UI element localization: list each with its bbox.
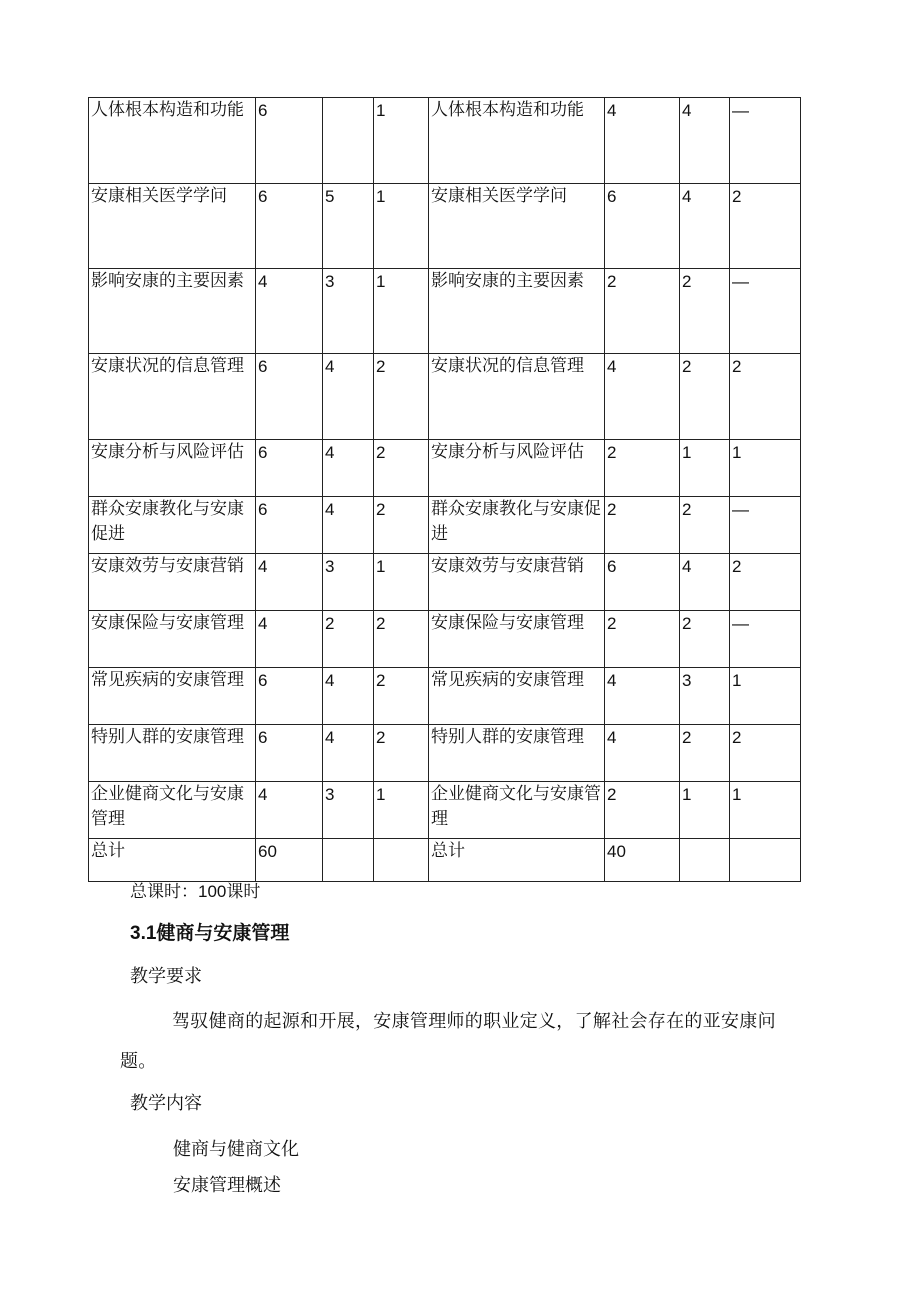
requirements-label: 教学要求 bbox=[130, 966, 202, 987]
left-course-name-cell: 安康相关医学学问 bbox=[89, 184, 256, 269]
table-row bbox=[89, 782, 801, 839]
right-hours-cell bbox=[730, 839, 801, 882]
left-course-name-cell: 影响安康的主要因素 bbox=[89, 269, 256, 354]
left-course-name-cell: 常见疾病的安康管理 bbox=[89, 668, 256, 725]
left-course-name-cell: 人体根本构造和功能 bbox=[89, 98, 256, 184]
right-hours-cell: 4 bbox=[605, 725, 680, 782]
left-hours-cell: 1 bbox=[374, 98, 429, 184]
right-course-name-cell: 安康保险与安康管理 bbox=[429, 611, 605, 668]
curriculum-table bbox=[88, 97, 801, 882]
left-hours-cell: 1 bbox=[374, 269, 429, 354]
right-hours-cell: 4 bbox=[605, 98, 680, 184]
total-hours-label: 总课时： bbox=[130, 882, 198, 902]
left-hours-cell: 4 bbox=[323, 725, 374, 782]
left-hours-cell: 2 bbox=[323, 611, 374, 668]
left-hours-cell: 2 bbox=[374, 497, 429, 554]
right-course-name-cell: 安康效劳与安康营销 bbox=[429, 554, 605, 611]
right-hours-cell: 4 bbox=[605, 668, 680, 725]
table-row bbox=[89, 839, 801, 882]
right-hours-cell: 6 bbox=[605, 184, 680, 269]
right-hours-cell: 2 bbox=[605, 611, 680, 668]
right-hours-cell: 2 bbox=[680, 611, 730, 668]
left-hours-cell: 4 bbox=[323, 668, 374, 725]
table-row bbox=[89, 611, 801, 668]
right-hours-cell: 2 bbox=[605, 269, 680, 354]
total-hours-unit: 课时 bbox=[226, 882, 261, 902]
right-course-name-cell: 特别人群的安康管理 bbox=[429, 725, 605, 782]
left-course-name-cell: 特别人群的安康管理 bbox=[89, 725, 256, 782]
left-hours-cell: 2 bbox=[374, 725, 429, 782]
left-hours-cell: 2 bbox=[374, 668, 429, 725]
left-hours-cell: 4 bbox=[256, 269, 323, 354]
table-row bbox=[89, 725, 801, 782]
right-hours-cell: 1 bbox=[730, 440, 801, 497]
right-course-name-cell: 企业健商文化与安康管理 bbox=[429, 782, 605, 839]
left-hours-cell: 4 bbox=[323, 497, 374, 554]
right-course-name-cell: 安康相关医学学问 bbox=[429, 184, 605, 269]
left-hours-cell: 6 bbox=[256, 725, 323, 782]
right-hours-cell: — bbox=[730, 98, 801, 184]
right-hours-cell: — bbox=[730, 611, 801, 668]
right-hours-cell: 2 bbox=[680, 354, 730, 440]
right-hours-cell: 2 bbox=[680, 269, 730, 354]
table-row bbox=[89, 269, 801, 354]
left-hours-cell bbox=[323, 98, 374, 184]
right-hours-cell: 4 bbox=[680, 554, 730, 611]
left-hours-cell: 6 bbox=[256, 497, 323, 554]
right-hours-cell: 6 bbox=[605, 554, 680, 611]
left-course-name-cell: 安康保险与安康管理 bbox=[89, 611, 256, 668]
left-hours-cell: 6 bbox=[256, 98, 323, 184]
right-hours-cell: 2 bbox=[730, 554, 801, 611]
left-hours-cell: 60 bbox=[256, 839, 323, 882]
right-hours-cell: 1 bbox=[680, 782, 730, 839]
right-hours-cell: 2 bbox=[605, 782, 680, 839]
left-hours-cell: 6 bbox=[256, 668, 323, 725]
left-hours-cell: 4 bbox=[323, 440, 374, 497]
left-hours-cell: 3 bbox=[323, 269, 374, 354]
right-hours-cell: 2 bbox=[680, 497, 730, 554]
right-hours-cell: 2 bbox=[605, 497, 680, 554]
left-hours-cell bbox=[323, 839, 374, 882]
right-course-name-cell: 总计 bbox=[429, 839, 605, 882]
right-hours-cell: 2 bbox=[605, 440, 680, 497]
left-course-name-cell: 安康效劳与安康营销 bbox=[89, 554, 256, 611]
right-course-name-cell: 安康状况的信息管理 bbox=[429, 354, 605, 440]
total-hours-summary bbox=[130, 878, 260, 906]
right-hours-cell: 4 bbox=[680, 184, 730, 269]
left-course-name-cell: 群众安康教化与安康促进 bbox=[89, 497, 256, 554]
left-hours-cell: 3 bbox=[323, 782, 374, 839]
left-course-name-cell: 总计 bbox=[89, 839, 256, 882]
content-item: 安康管理概述 bbox=[173, 1175, 281, 1196]
right-course-name-cell: 影响安康的主要因素 bbox=[429, 269, 605, 354]
right-hours-cell: 1 bbox=[680, 440, 730, 497]
total-hours-value: 100 bbox=[198, 882, 227, 901]
content-label: 教学内容 bbox=[130, 1093, 202, 1114]
table-row bbox=[89, 554, 801, 611]
left-hours-cell: 6 bbox=[256, 354, 323, 440]
table-row bbox=[89, 440, 801, 497]
left-hours-cell: 6 bbox=[256, 440, 323, 497]
left-hours-cell: 4 bbox=[323, 354, 374, 440]
right-hours-cell: — bbox=[730, 497, 801, 554]
left-course-name-cell: 安康状况的信息管理 bbox=[89, 354, 256, 440]
right-hours-cell: 2 bbox=[680, 725, 730, 782]
left-hours-cell: 2 bbox=[374, 354, 429, 440]
table-row bbox=[89, 98, 801, 184]
right-hours-cell: 4 bbox=[605, 354, 680, 440]
table-row bbox=[89, 354, 801, 440]
right-hours-cell: 40 bbox=[605, 839, 680, 882]
section-heading: 3.1健商与安康管理 bbox=[130, 923, 290, 944]
left-hours-cell: 2 bbox=[374, 440, 429, 497]
table-row bbox=[89, 184, 801, 269]
left-course-name-cell: 企业健商文化与安康管理 bbox=[89, 782, 256, 839]
left-hours-cell: 6 bbox=[256, 184, 323, 269]
table-row bbox=[89, 497, 801, 554]
left-course-name-cell: 安康分析与风险评估 bbox=[89, 440, 256, 497]
right-course-name-cell: 人体根本构造和功能 bbox=[429, 98, 605, 184]
left-hours-cell: 4 bbox=[256, 782, 323, 839]
table-row bbox=[89, 668, 801, 725]
left-hours-cell: 2 bbox=[374, 611, 429, 668]
right-course-name-cell: 常见疾病的安康管理 bbox=[429, 668, 605, 725]
right-hours-cell: 1 bbox=[730, 668, 801, 725]
right-hours-cell: 1 bbox=[730, 782, 801, 839]
right-course-name-cell: 群众安康教化与安康促进 bbox=[429, 497, 605, 554]
left-hours-cell bbox=[374, 839, 429, 882]
right-hours-cell: 2 bbox=[730, 354, 801, 440]
content-item: 健商与健商文化 bbox=[173, 1139, 299, 1160]
left-hours-cell: 3 bbox=[323, 554, 374, 611]
right-hours-cell: 2 bbox=[730, 184, 801, 269]
left-hours-cell: 4 bbox=[256, 611, 323, 668]
left-hours-cell: 1 bbox=[374, 184, 429, 269]
right-course-name-cell: 安康分析与风险评估 bbox=[429, 440, 605, 497]
left-hours-cell: 5 bbox=[323, 184, 374, 269]
right-hours-cell: 3 bbox=[680, 668, 730, 725]
left-hours-cell: 1 bbox=[374, 554, 429, 611]
right-hours-cell: 2 bbox=[730, 725, 801, 782]
right-hours-cell bbox=[680, 839, 730, 882]
right-hours-cell: — bbox=[730, 269, 801, 354]
right-hours-cell: 4 bbox=[680, 98, 730, 184]
requirements-paragraph: 驾驭健商的起源和开展，安康管理师的职业定义，了解社会存在的亚安康问题。 bbox=[120, 1011, 776, 1072]
left-hours-cell: 4 bbox=[256, 554, 323, 611]
left-hours-cell: 1 bbox=[374, 782, 429, 839]
